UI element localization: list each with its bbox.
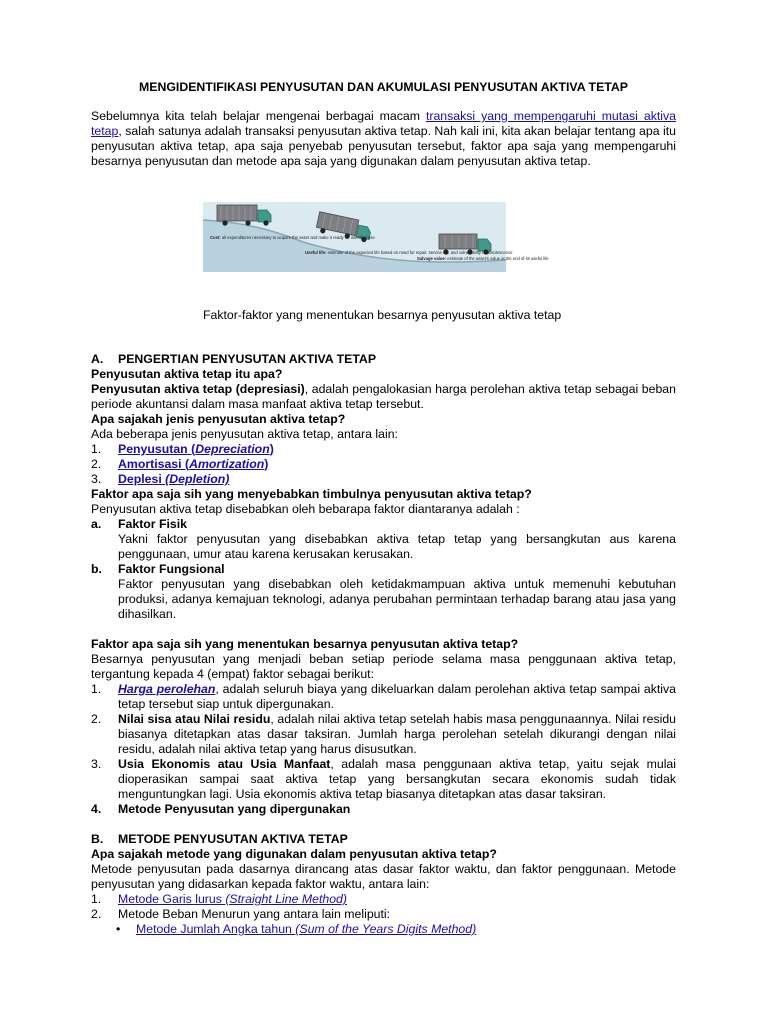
salvage-title: Salvage value: — [417, 256, 447, 261]
method-label: Metode Beban Menurun yang antara lain meliputi: — [118, 907, 391, 921]
factor-number: 2. — [91, 712, 102, 726]
factor-title: Metode Penyusutan yang dipergunakan — [118, 802, 351, 816]
depreciation-figure — [203, 202, 549, 272]
life-title: Useful life: — [305, 250, 327, 255]
figure-caption: Faktor-faktor yang menentukan besarnya penyusutan aktiva tetap — [203, 308, 562, 322]
method-link-sum-of-years[interactable]: Metode Jumlah Angka tahun (Sum of the Years Digits Method) — [136, 922, 477, 936]
type-link-depreciation[interactable]: Penyusutan (Depreciation) — [118, 442, 274, 456]
causes-intro: Penyusutan aktiva tetap disebabkan oleh bebarapa faktor diantaranya adalah : — [91, 502, 520, 516]
trucks-illustration — [203, 202, 549, 272]
method-number: 1. — [91, 892, 102, 906]
types-intro: Ada beberapa jenis penyusutan aktiva tetap, antara lain: — [91, 427, 398, 441]
type-number: 3. — [91, 472, 102, 486]
type-item — [91, 472, 676, 487]
intro-text-before: Sebelumnya kita telah belajar mengenai berbagai macam — [91, 109, 426, 123]
cause-letter: a. — [91, 517, 102, 531]
type-link-amortization[interactable]: Amortisasi (Amortization) — [118, 457, 269, 471]
sub-method-item — [91, 922, 676, 937]
factor-item — [91, 682, 676, 712]
section-a-title: PENGERTIAN PENYUSUTAN AKTIVA TETAP — [118, 352, 377, 366]
type-link-depletion[interactable]: Deplesi (Depletion) — [118, 472, 230, 486]
definition-text: , adalah pengalokasian harga perolehan aktiva tetap sebagai beban periode akuntansi dalam masa manfaat aktiva tetap tersebut. — [91, 382, 676, 411]
intro-paragraph — [91, 109, 676, 169]
cause-heading — [91, 562, 676, 577]
question-factors: Faktor apa saja sih yang menentukan besarnya penyusutan aktiva tetap? — [91, 637, 519, 651]
section-b-title: METODE PENYUSUTAN AKTIVA TETAP — [118, 832, 348, 846]
cause-heading — [91, 517, 676, 532]
method-number: 2. — [91, 907, 102, 921]
definition-term: Penyusutan aktiva tetap (depresiasi) — [91, 382, 305, 396]
intro-text-after: , salah satunya adalah transaksi penyusutan aktiva tetap. Nah kali ini, kita akan belajar tentang apa itu penyusutan aktiva tetap, apa saja penyebab penyusutan tersebut, faktor apa saja yang mempengaruhi besarnya penyusutan dan metode apa saja yang digunakan dalam penyusutan aktiva tetap. — [91, 124, 676, 168]
factor-item — [91, 712, 676, 757]
factor-title: Nilai sisa atau Nilai residu — [118, 712, 271, 726]
svg-text:Cost: all expenditures — [210, 235, 375, 240]
type-number: 2. — [91, 457, 102, 471]
intro-link[interactable]: transaksi yang mempengaruhi mutasi aktiva tetap — [91, 109, 676, 138]
method-item — [91, 892, 676, 907]
cause-title: Faktor Fisik — [118, 517, 188, 531]
cause-title: Faktor Fungsional — [118, 562, 225, 576]
cause-letter: b. — [91, 562, 102, 576]
question-causes: Faktor apa saja sih yang menyebabkan timbulnya penyusutan aktiva tetap? — [91, 487, 532, 501]
section-b-letter: B. — [91, 832, 104, 846]
factor-number: 4. — [91, 802, 102, 816]
question-types: Apa sajakah jenis penyusutan aktiva tetap? — [91, 412, 346, 426]
factor-text: , adalah seluruh biaya yang dikeluarkan dalam perolehan aktiva tetap sampai aktiva tetap tersebut siap untuk dipergunakan. — [118, 682, 676, 711]
factor-title: Usia Ekonomis atau Usia Manfaat — [118, 757, 331, 771]
factor-text: , adalah masa penggunaan aktiva tetap, yaitu sejak mulai dioperasikan sampai saat aktiva tetap yang bersangkutan secara ekonomis sudah tidak menguntungkan lagi. Usia ekonomis aktiva tetap biasanya ditetapkan atas dasar taksiran. — [118, 757, 676, 801]
factor-text: , adalah nilai aktiva tetap setelah habis masa penggunaannya. Nilai residu biasanya ditetapkan atas dasar taksiran. Jumlah harga perolehan setelah dikurangi dengan nilai residu, adalah nilai aktiva tetap yang harus disusutkan. — [118, 712, 676, 756]
factor-number: 3. — [91, 757, 102, 771]
type-item — [91, 442, 676, 457]
method-item — [91, 907, 676, 922]
type-number: 1. — [91, 442, 102, 456]
cost-text: all expenditures necessary to acquire the asset and make it ready for intended use — [221, 235, 375, 240]
document-body — [91, 352, 676, 937]
section-b-heading — [91, 832, 676, 847]
section-a-letter: A. — [91, 352, 104, 366]
svg-text:Salvage value: estimat — [417, 256, 549, 261]
factor-number: 1. — [91, 682, 102, 696]
factor-link-harga-perolehan[interactable]: Harga perolehan — [118, 682, 216, 696]
life-text: estimate of the expected life based on need for repair, service life, and vulnerability to obsolescence — [327, 250, 513, 255]
salvage-text: estimate of the asset's value at the end of its useful life — [447, 256, 549, 261]
definition-paragraph — [91, 382, 676, 412]
type-item — [91, 457, 676, 472]
factor-item — [91, 802, 676, 817]
methods-intro: Metode penyusutan pada dasarnya dirancang atas dasar faktor waktu, dan faktor penggunaan. Metode penyusutan yang didasarkan kepada faktor waktu, antara lain: — [91, 862, 676, 891]
cost-title: Cost: — [210, 235, 221, 240]
question-what-is: Penyusutan aktiva tetap itu apa? — [91, 367, 283, 381]
section-a-heading — [91, 352, 676, 367]
bullet-icon: • — [116, 922, 121, 936]
factors-intro: Besarnya penyusutan yang menjadi beban setiap periode selama masa penggunaan aktiva tetap, tergantung kepada 4 (empat) faktor sebagai berikut: — [91, 652, 676, 681]
cause-text: Yakni faktor penyusutan yang disebabkan aktiva tetap tetap yang bersangkutan aus karena penggunaan, umur atau karena kerusakan kerusakan. — [118, 532, 676, 561]
question-methods: Apa sajakah metode yang digunakan dalam penyusutan aktiva tetap? — [91, 847, 497, 861]
cause-text: Faktor penyusutan yang disebabkan oleh ketidakmampuan aktiva untuk memenuhi kebutuhan produksi, adanya kemajuan teknologi, adanya perubahan permintaan terhadap barang atau jasa yang dihasilkan. — [118, 577, 676, 621]
factor-item — [91, 757, 676, 802]
page-title: MENGIDENTIFIKASI PENYUSUTAN DAN AKUMULASI PENYUSUTAN AKTIVA TETAP — [139, 80, 628, 94]
method-link-straight-line[interactable]: Metode Garis lurus (Straight Line Method) — [118, 892, 347, 906]
svg-text:Useful life: estimate — [305, 250, 513, 255]
